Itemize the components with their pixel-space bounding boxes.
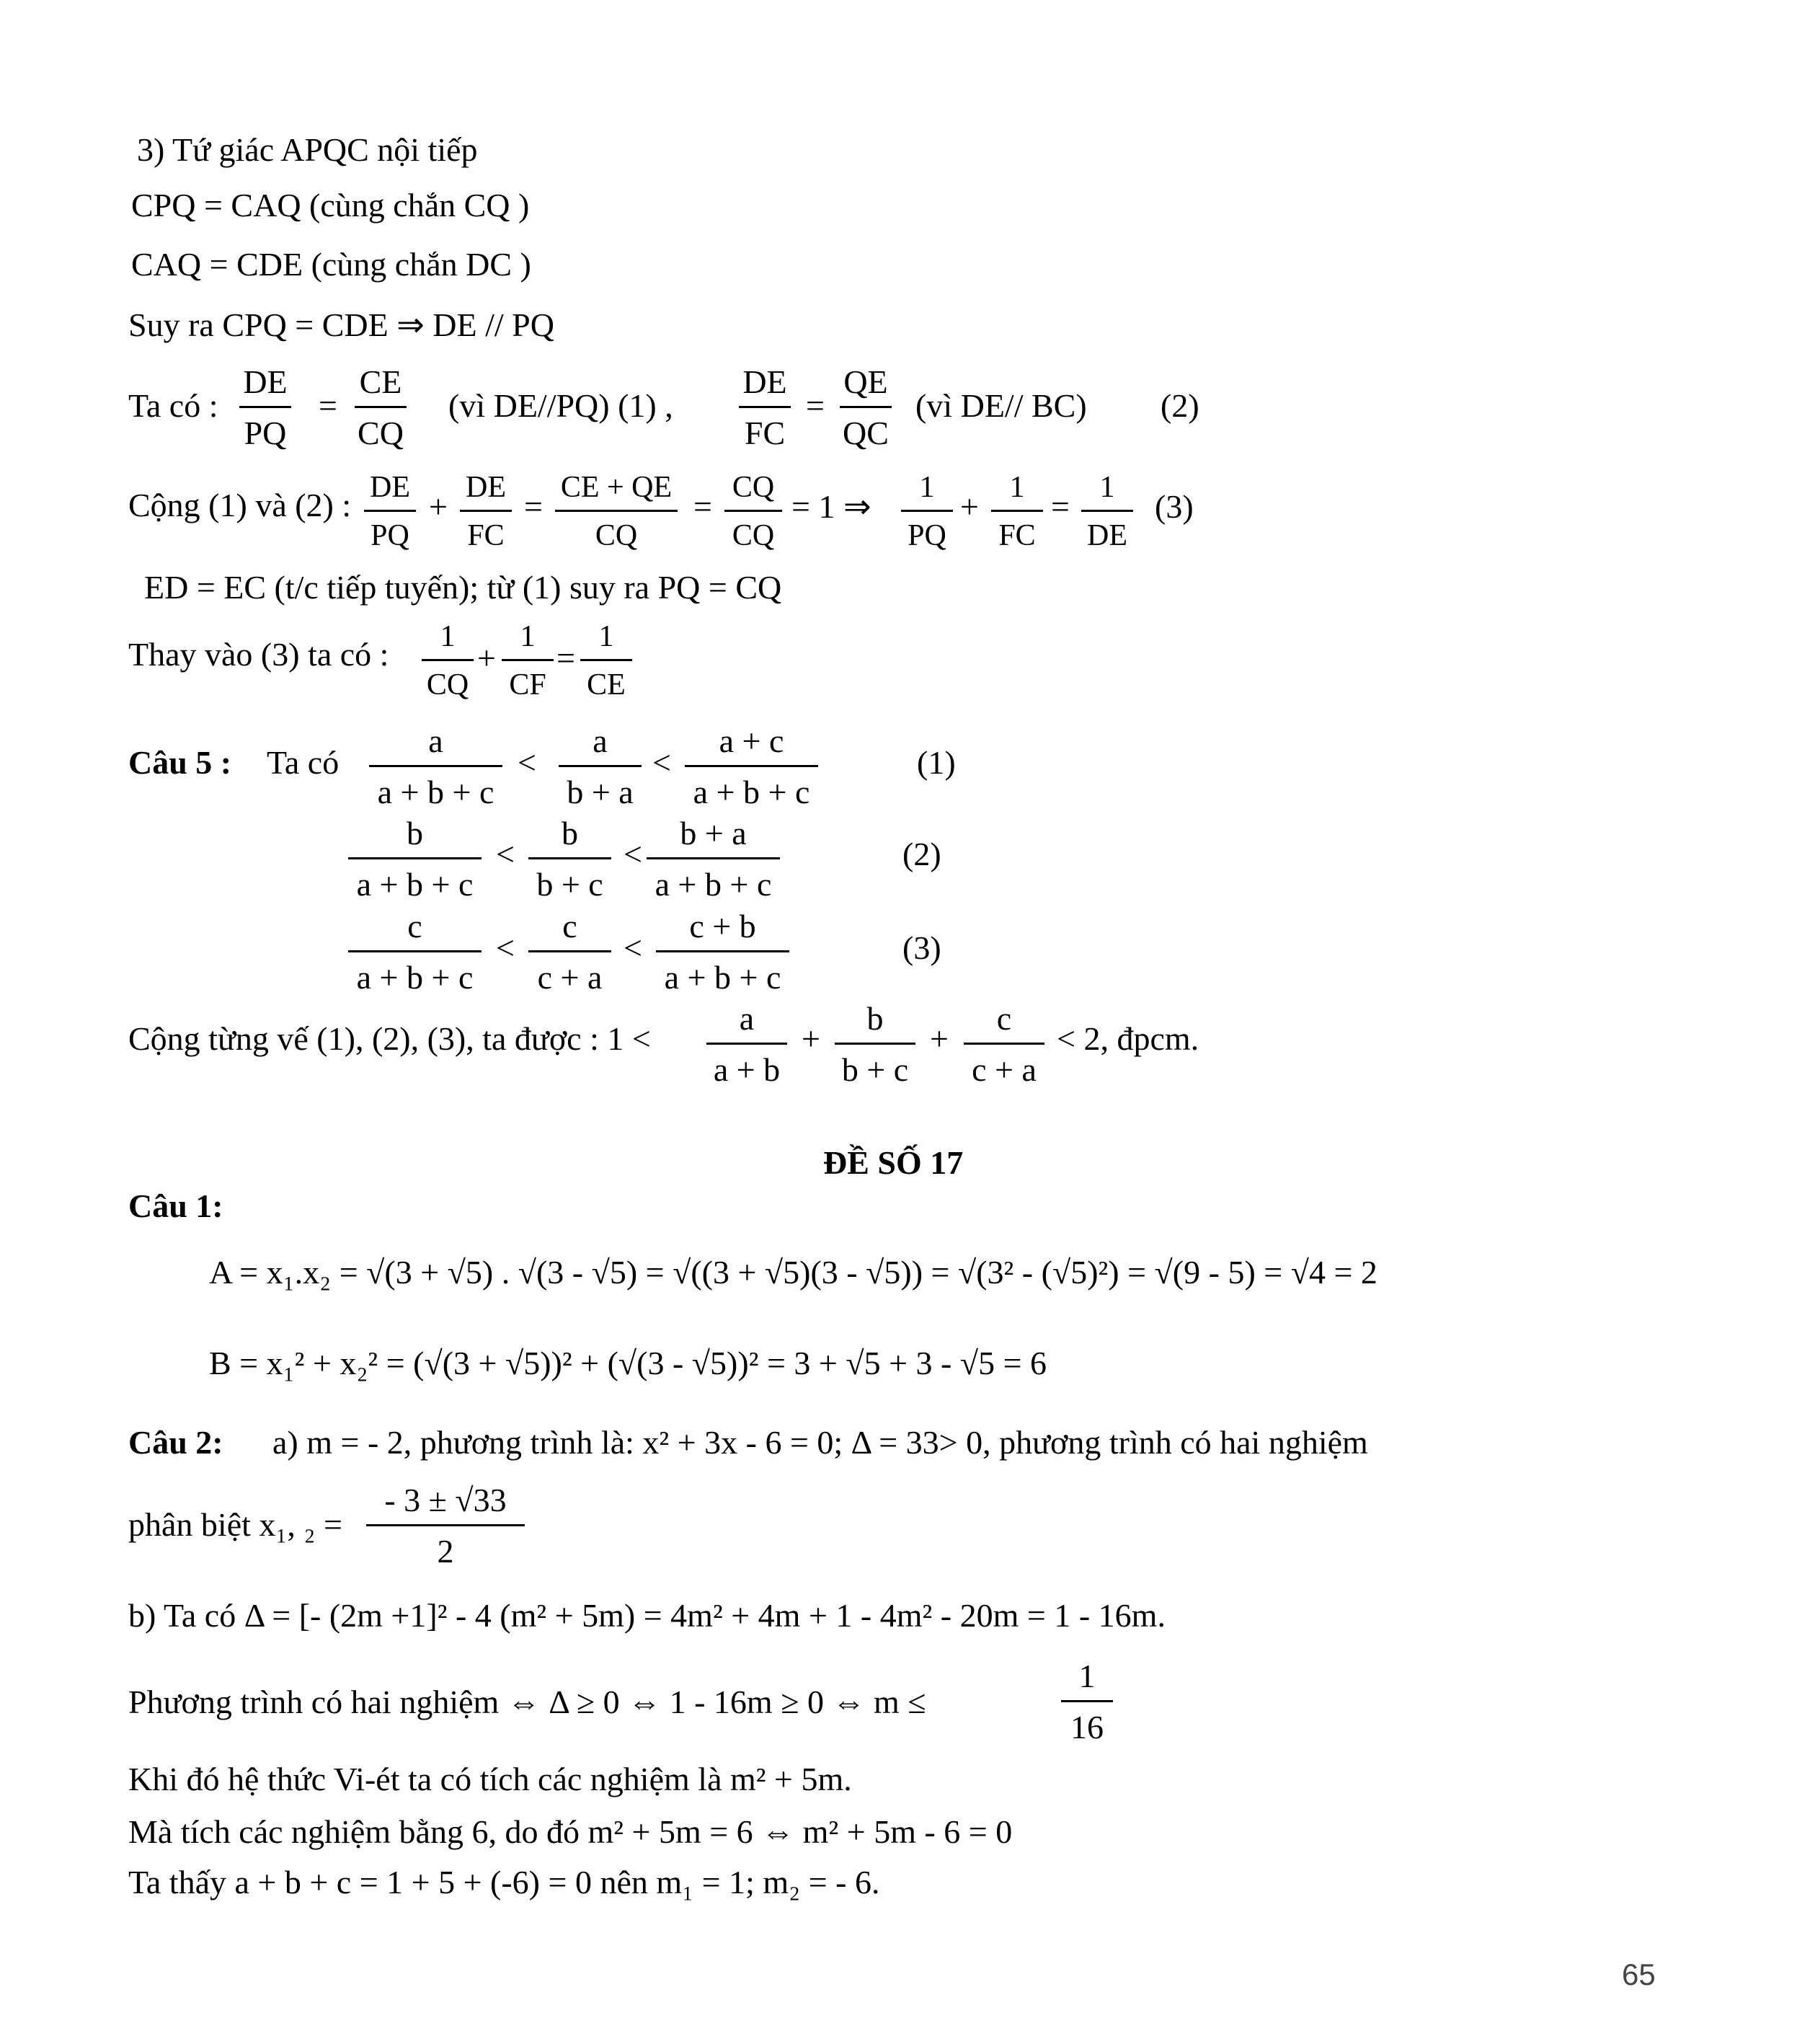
fraction: b a + b + c [348,817,482,901]
text-line: b) Ta có Δ = [- (2m +1]² - 4 (m² + 5m) = 4m² + 4m + 1 - 4m² - 20m = 1 - 16m. [128,1597,1166,1634]
text-line: CPQ = CAQ (cùng chắn CQ ) [131,187,530,224]
text-line: Khi đó hệ thức Vi-ét ta có tích các nghiệm là m² + 5m. [128,1761,852,1797]
plus: + [802,1020,820,1057]
fraction: - 3 ± √33 2 [366,1484,525,1568]
equation-tag: (1) [917,744,956,781]
less-than: < [652,744,671,781]
fraction: b + a a + b + c [647,817,780,901]
text-line: = 1 ⇒ [791,488,871,525]
fraction: CE + QE CQ [555,472,678,551]
plus: + [960,488,979,525]
text-line: Thay vào (3) ta có : [128,636,389,673]
text-line: (vì DE// BC) [915,387,1087,424]
text-line: (vì DE//PQ) (1) , [448,387,673,424]
plus: + [429,488,448,525]
text-line: Cộng từng vế (1), (2), (3), ta được : 1 < [128,1020,651,1057]
plus: + [477,640,496,676]
text-line: Mà tích các nghiệm bằng 6, do đó m² + 5m = 6 ⇔ m² + 5m - 6 = 0 [128,1813,1013,1850]
equals: = [524,488,543,525]
math-line-b: B = x₁² + x₂² = (√(3 + √5))² + (√(3 - √5))² = 3 + √5 + 3 - √5 = 6 [209,1345,1047,1381]
fraction: a + c a + b + c [685,725,818,809]
text-line: Ta có [267,744,340,781]
fraction: 1 FC [991,472,1043,551]
less-than: < [624,929,642,966]
text-line: 3) Tứ giác APQC nội tiếp [137,131,478,168]
fraction: 1 CF [502,621,554,700]
fraction: DE FC [460,472,512,551]
fraction: DE PQ [239,366,291,450]
fraction: c a + b + c [348,910,482,994]
fraction: c + b a + b + c [656,910,789,994]
fraction: c c + a [528,910,611,994]
fraction: a a + b + c [369,725,502,809]
section-label: Câu 1: [128,1187,223,1224]
text-line: Ta có : [128,387,218,424]
text-line: ED = EC (t/c tiếp tuyến); từ (1) suy ra PQ = CQ [144,569,782,606]
fraction: QE QC [840,366,892,450]
equals: = [1051,488,1070,525]
equation-tag: (2) [1161,387,1199,424]
fraction: 1 DE [1081,472,1133,551]
equals: = [806,387,825,424]
equals: = [556,640,575,676]
equation-tag: (2) [902,836,941,872]
section-label: Câu 2: [128,1424,223,1461]
fraction: 1 CQ [422,621,474,700]
text-line: CAQ = CDE (cùng chắn DC ) [131,246,531,283]
less-than: < [624,836,642,872]
page-number: 65 [1622,1957,1656,1991]
plus: + [930,1020,949,1057]
fraction: 1 CE [580,621,632,700]
equation-tag: (3) [902,929,941,966]
fraction: CQ CQ [724,472,782,551]
fraction: b b + c [835,1002,915,1087]
equation-tag: (3) [1155,488,1194,525]
text-line: < 2, đpcm. [1057,1020,1199,1057]
fraction: a b + a [559,725,642,809]
fraction: 1 PQ [901,472,953,551]
less-than: < [496,929,515,966]
text-line: a) m = - 2, phương trình là: x² + 3x - 6 = 0; Δ = 33> 0, phương trình có hai nghiệm [272,1424,1368,1461]
text-line: Suy ra CPQ = CDE ⇒ DE // PQ [128,306,554,343]
equals: = [319,387,337,424]
fraction: a a + b [706,1002,787,1087]
fraction: 1 16 [1061,1660,1113,1744]
less-than: < [496,836,515,872]
text-line: Cộng (1) và (2) : [128,487,352,523]
fraction: DE FC [739,366,791,450]
less-than: < [518,744,536,781]
text-line: phân biệt x₁, ₂ = [128,1506,342,1543]
fraction: CE CQ [355,366,407,450]
equals: = [693,488,712,525]
fraction: DE PQ [364,472,416,551]
section-label: Câu 5 : [128,744,232,781]
text-line: Phương trình có hai nghiệm ⇔ Δ ≥ 0 ⇔ 1 - 16m ≥ 0 ⇔ m ≤ [128,1684,926,1720]
section-title: ĐỀ SỐ 17 [823,1144,964,1181]
fraction: b b + c [528,817,611,901]
text-line: Ta thấy a + b + c = 1 + 5 + (-6) = 0 nên m₁ = 1; m₂ = - 6. [128,1864,880,1901]
math-line-a: A = x₁.x₂ = √(3 + √5) . √(3 - √5) = √((3 + √5)(3 - √5)) = √(3² - (√5)²) = √(9 - 5) = √4 = 2 [209,1254,1377,1291]
fraction: c c + a [964,1002,1044,1087]
